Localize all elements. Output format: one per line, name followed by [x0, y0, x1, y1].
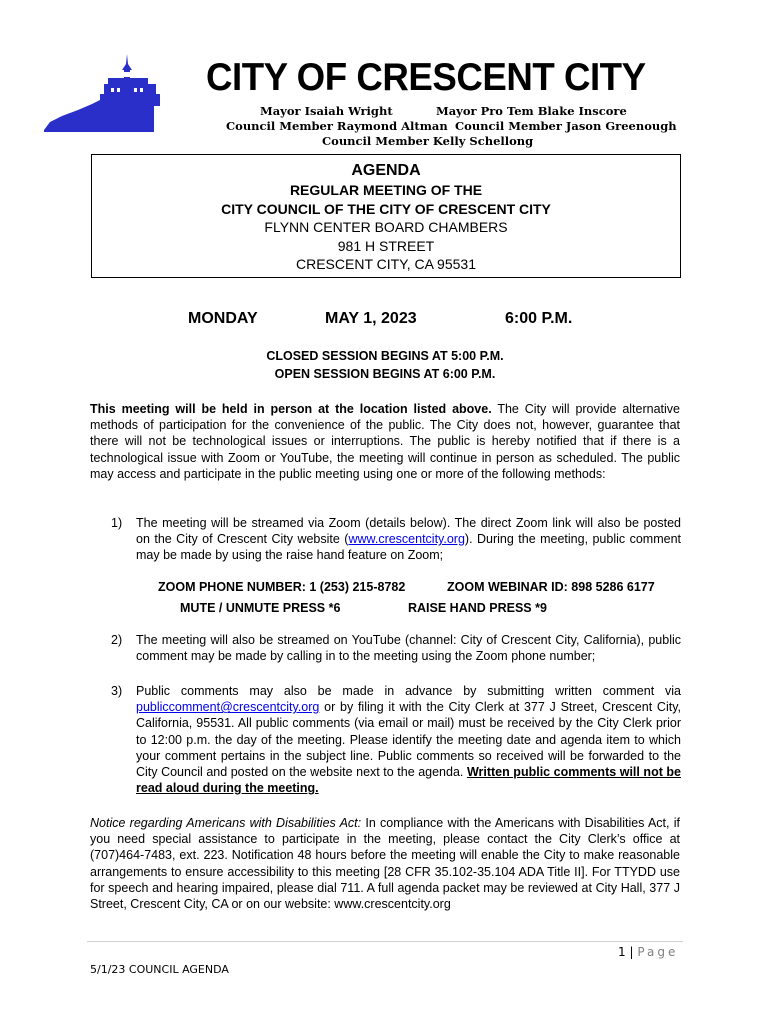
meeting-time: 6:00 P.M. [505, 310, 573, 327]
item3-warning: Written public comments will not be read aloud during the meeting. [136, 765, 681, 796]
city-logo-lighthouse [44, 50, 202, 132]
zoom-raise-hand: RAISE HAND PRESS *9 [408, 601, 547, 615]
council-member-1: Council Member Raymond Altman [226, 119, 448, 133]
item1-text-a: The meeting will be streamed via Zoom (details below). The direct Zoom link will also be posted on the City of Crescent City website ( [136, 516, 681, 547]
intro-text: The City will provide alternative methods of participation for the convenience of the public. The City does not, however, guarantee that there will not be technological issues or interruptions. The public is hereby notified that if there is a technological issue with Zoom or YouTube, the meeting will continue in person as scheduled. The public may access and participate in the public meeting using one or more of the following methods: [90, 402, 680, 481]
agenda-line-3: FLYNN CENTER BOARD CHAMBERS [264, 219, 508, 235]
meeting-day: MONDAY [188, 310, 258, 327]
item2-text: The meeting will also be streamed on YouTube (channel: City of Crescent City, California), public comment may be made by calling in to the meeting using the Zoom phone number; [136, 633, 681, 664]
mayor-name: Mayor Isaiah Wright [260, 104, 393, 118]
ada-notice [90, 815, 680, 912]
agenda-box [91, 154, 681, 278]
list-number: 3) [111, 684, 123, 698]
zoom-mute: MUTE / UNMUTE PRESS *6 [180, 601, 341, 615]
council-member-3: Council Member Kelly Schellong [322, 134, 534, 148]
page-number-value: 1 [618, 945, 626, 959]
mayor-pro-tem-name: Mayor Pro Tem Blake Inscore [436, 104, 627, 118]
agenda-title: AGENDA [351, 162, 421, 179]
list-number: 2) [111, 633, 123, 647]
item1-text-b: ). During the meeting, public comment may be made by using the raise hand feature on Zoom; [136, 532, 681, 563]
footer-agenda-label: 5/1/23 COUNCIL AGENDA [90, 963, 229, 976]
meeting-date: MAY 1, 2023 [325, 310, 417, 327]
email-link[interactable]: publiccomment@crescentcity.org [136, 700, 320, 715]
item3-text-b: or by filing it with the City Clerk at 377 J Street, Crescent City, California, 95531. All public comments (via email or mail) must be received by the City Clerk prior to 12:00 p.m. the day of the meeting. Please identify the meeting date and agenda item to which your comment pertains in the subject line. Public comments so received will be forwarded to the City Council and posted on the website next to the agenda. [136, 700, 681, 780]
agenda-line-5: CRESCENT CITY, CA 95531 [295, 256, 476, 272]
zoom-phone: ZOOM PHONE NUMBER: 1 (253) 215-8782 [158, 580, 406, 594]
intro-bold: This meeting will be held in person at the location listed above. [90, 402, 492, 416]
ada-notice-heading: Notice regarding Americans with Disabilities Act: [90, 816, 362, 830]
city-title: CITY OF CRESCENT CITY [206, 56, 646, 99]
page-separator: | [629, 945, 634, 959]
zoom-webinar-id: ZOOM WEBINAR ID: 898 5286 6177 [447, 580, 655, 594]
agenda-line-4: 981 H STREET [337, 237, 435, 254]
intro-paragraph [90, 401, 680, 482]
ada-notice-text: In compliance with the Americans with Disabilities Act, if you need special assistance to participate in the meeting, please contact the City Clerk’s office at (707)464-7483, ext. 223. Notification 48 hours before the meeting will enable the City to make reasonable arrangements to ensure accessibility to this meeting [28 CFR 35.102-35.104 ADA Title II]. For TTYDD use for speech and hearing impaired, please dial 711. A full agenda packet may be reviewed at City Hall, 377 J Street, Crescent City, CA or on our website: www.crescentcity.org [90, 816, 681, 912]
item3-text-a: Public comments may also be made in advance by submitting written comment via [136, 684, 681, 698]
list-number: 1) [111, 516, 123, 530]
footer-divider [87, 941, 683, 942]
agenda-line-1: REGULAR MEETING OF THE [289, 182, 483, 198]
open-session: OPEN SESSION BEGINS AT 6:00 P.M. [274, 367, 496, 381]
page-word: Page [637, 945, 679, 959]
website-link[interactable]: www.crescentcity.org [348, 532, 465, 547]
page-number [618, 945, 678, 959]
list-item-3 [111, 683, 681, 796]
closed-session: CLOSED SESSION BEGINS AT 5:00 P.M. [266, 349, 504, 363]
council-member-2: Council Member Jason Greenough [455, 119, 677, 133]
agenda-line-2: CITY COUNCIL OF THE CITY OF CRESCENT CITY [221, 200, 551, 217]
list-item-1 [111, 515, 681, 564]
list-item-2 [111, 632, 681, 664]
